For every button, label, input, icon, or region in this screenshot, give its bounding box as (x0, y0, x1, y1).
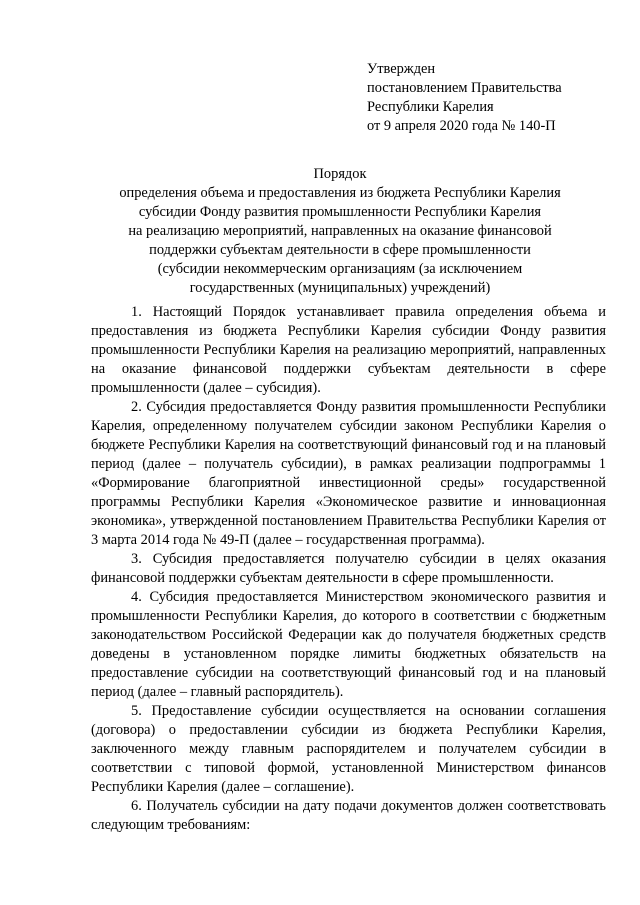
paragraph-2: 2. Субсидия предоставляется Фонду развития промышленности Республики Карелия, определенному получателем субсидии законом Республики Карелия о бюджете Республики Карелия на соответствующий финансовый год и на плановый период (далее – получатель субсидии), в рамках реализации подпрограммы 1 «Формирование благоприятной инвестиционной среды» государственной программы Республики Карелия «Экономическое развитие и инновационная экономика», утвержденной постановлением Правительства Республики Карелия от 3 марта 2014 года № 49-П (далее – государственная программа). (91, 399, 606, 548)
approval-line: Республики Карелия (367, 99, 494, 115)
paragraph-6: 6. Получатель субсидии на дату подачи документов должен соответствовать следующим требованиям: (91, 798, 606, 833)
title-line: государственных (муниципальных) учреждений) (189, 280, 491, 296)
paragraph-3: 3. Субсидия предоставляется получателю субсидии в целях оказания финансовой поддержки субъектам деятельности в сфере промышленности. (91, 551, 606, 586)
title-line: субсидии Фонду развития промышленности Республики Карелия (138, 204, 542, 220)
approval-line: от 9 апреля 2020 года № 140-П (367, 118, 556, 134)
paragraph-1: 1. Настоящий Порядок устанавливает правила определения объема и предоставления из бюджета Республики Карелия субсидии Фонду развития промышленности Республики Карелия на реализацию мероприятий, направленных на оказание финансовой поддержки субъектам деятельности в сфере промышленности (далее – субсидия). (91, 304, 606, 396)
approval-stamp (367, 60, 627, 136)
paragraph-4: 4. Субсидия предоставляется Министерством экономического развития и промышленности Республики Карелия, до которого в соответствии с бюджетным законодательством Российской Федерации как до получателя бюджетных средств доведены в установленном порядке лимиты бюджетных обязательств на предоставление субсидии на соответствующий финансовый год и на плановый период (далее – главный распорядитель). (91, 589, 606, 700)
approval-line: постановлением Правительства (367, 80, 562, 96)
document-title (70, 165, 610, 298)
title-line: на реализацию мероприятий, направленных на оказание финансовой (128, 223, 552, 239)
title-line: поддержки субъектам деятельности в сфере промышленности (149, 242, 531, 258)
title-line: (субсидии некоммерческим организациям (за исключением (157, 261, 523, 277)
title-line: Порядок (313, 166, 367, 182)
approval-line: Утвержден (367, 61, 436, 77)
paragraph-5: 5. Предоставление субсидии осуществляется на основании соглашения (договора) о предоставлении субсидии из бюджета Республики Карелия, заключенного между главным распорядителем и получателем субсидии в соответствии с типовой формой, установленной Министерством финансов Республики Карелия (далее – соглашение). (91, 703, 606, 795)
document-body (91, 303, 606, 835)
title-line: определения объема и предоставления из бюджета Республики Карелия (119, 185, 561, 201)
